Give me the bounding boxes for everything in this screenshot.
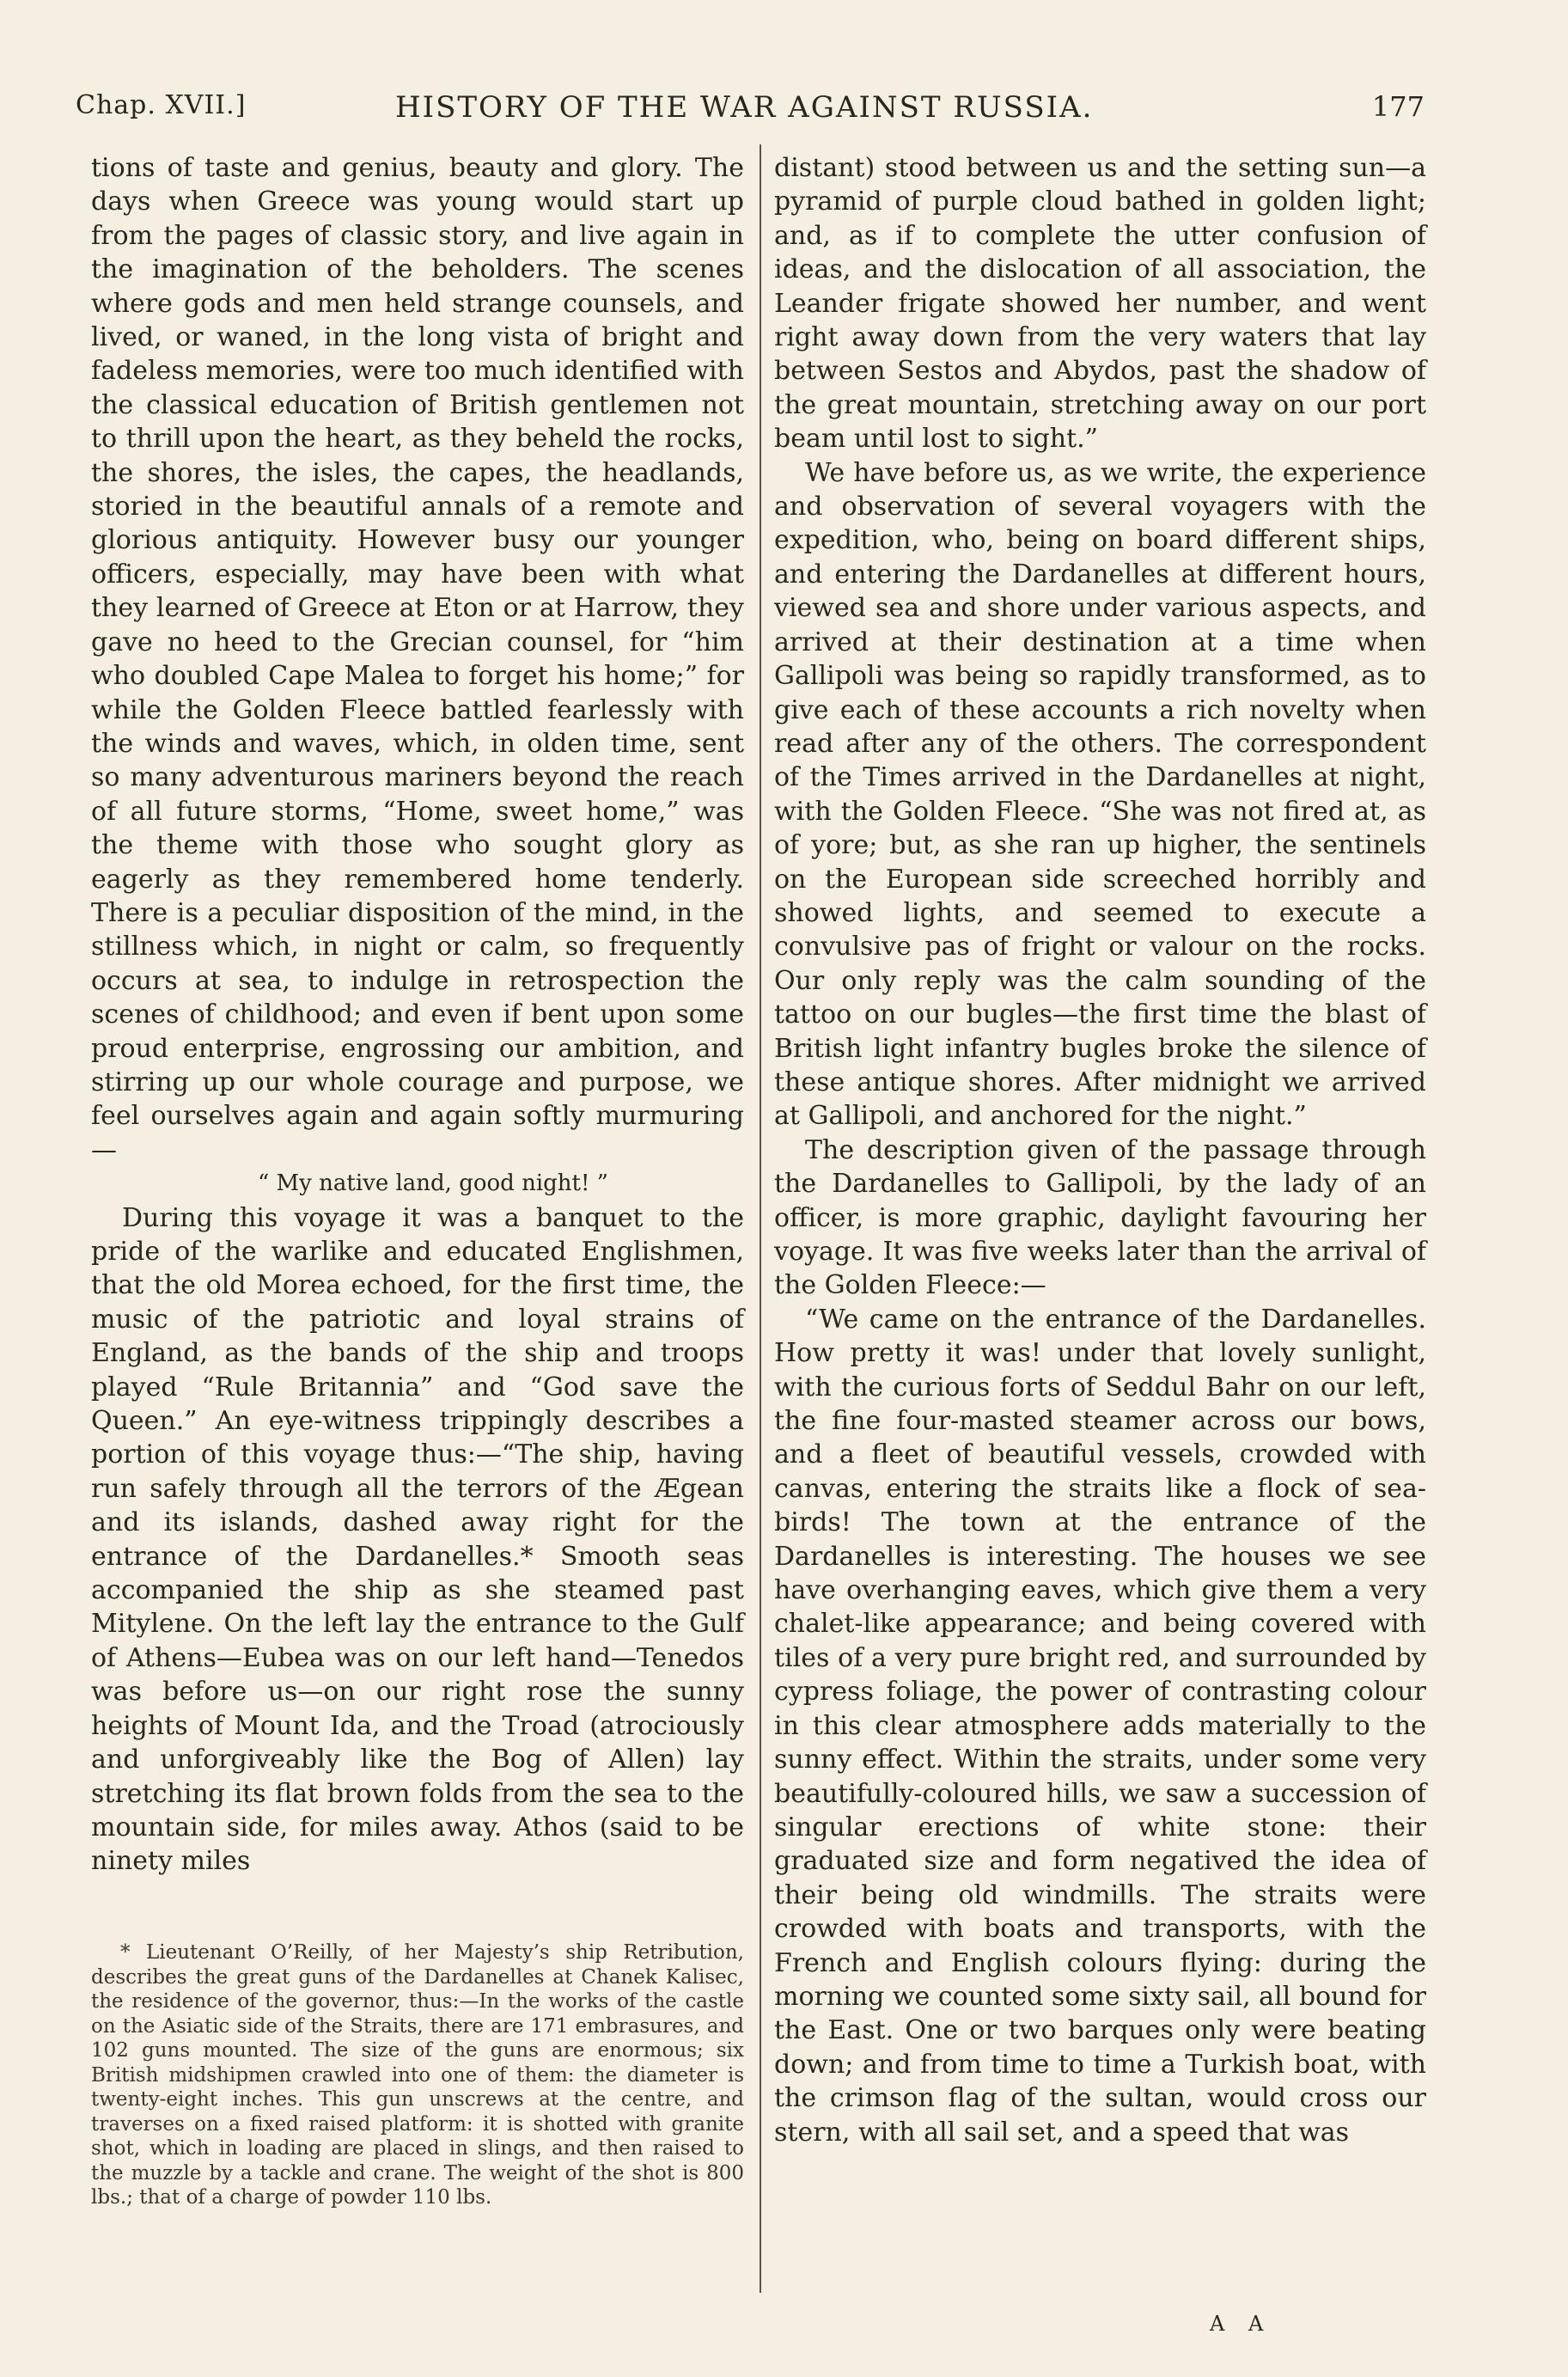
paragraph: tions of taste and genius, beauty and glory. The days when Greece was young would start up from the pages of classic story, and live again in the imagination of the beholders. The scenes where gods and men held strange counsels, and lived, or waned, in the long vista of bright and fadeless memories, were too much identified with the classical education of British gentlemen not to thrill upon the heart, as they beheld the rocks, the shores, the isles, the capes, the headlands, storied in the beautiful annals of a remote and glorious antiquity. However busy our younger officers, especially, may have been with what they learned of Greece at Eton or at Harrow, they gave no heed to the Grecian counsel, for “him who doubled Cape Malea to forget his home;” for while the Golden Fleece battled fearlessly with the winds and waves, which, in olden time, sent so many adventurous mariners beyond the reach of all future storms, “Home, sweet home,” was the theme with those who sought glory as eagerly as they remembered home tenderly. There is a peculiar disposition of the mind, in the stillness which, in night or calm, so frequently occurs at sea, to indulge in retrospection the scenes of childhood; and even if bent upon some proud enterprise, engrossing our ambition, and stirring up our whole courage and purpose, we feel ourselves again and again softly murmuring— — [91, 153, 744, 1165]
verse-quote: “ My native land, good night! ” — [258, 1170, 608, 1197]
paragraph: distant) stood between us and the setting sun—a pyramid of purple cloud bathed in golden light; and, as if to complete the utter confusion of ideas, and the dislocation of all association, the Leander frigate showed her number, and went right away down from the very waters that lay between Sestos and Abydos, past the shadow of the great mountain, stretching away on our port beam until lost to sight.” — [774, 153, 1426, 455]
footnote-text: * Lieutenant O’Reilly, of her Majesty’s ship Retribution, describes the great guns of the Dardanelles at Chanek Kalisec, the residence of the governor, thus:—In the works of the castle on the Asiatic side of the Straits, there are 171 embrasures, and 102 guns mounted. The size of the guns are enormous; six British midshipmen crawled into one of them: the diameter is twenty-eight inches. This gun unscrews at the centre, and traverses on a fixed raised platform: it is shotted with granite shot, which in loading are placed in slings, and then raised to the muzzle by a tackle and crane. The weight of the shot is 800 lbs.; that of a charge of powder 110 lbs. — [91, 1941, 744, 2209]
paragraph: During this voyage it was a banquet to the pride of the warlike and educated Englishmen, that the old Morea echoed, for the first time, the music of the patriotic and loyal strains of England, as the bands of the ship and troops played “Rule Britannia” and “God save the Queen.” An eye-witness trippingly describes a portion of this voyage thus:—“The ship, having run safely through all the terrors of the Ægean and its islands, dashed away right for the entrance of the Dardanelles.* Smooth seas accompanied the ship as she steamed past Mitylene. On the left lay the entrance to the Gulf of Athens—Eubea was on our left hand—Tenedos was before us—on our right rose the sunny heights of Mount Ida, and the Troad (atrociously and unforgiveably like the Bog of Allen) lay stretching its flat brown folds from the sea to the mountain side, for miles away. Athos (said to be ninety miles — [91, 1202, 744, 1877]
paragraph: The description given of the passage through the Dardanelles to Gallipoli, by the lady of an officer, is more graphic, daylight favouring her voyage. It was five weeks later than the arrival of the Golden Fleece:— — [774, 1134, 1426, 1301]
paragraph: “We came on the entrance of the Dardanelles. How pretty it was! under that lovely sunlight, with the curious forts of Seddul Bahr on our left, the fine four-masted steamer across our bows, and a fleet of beautiful vessels, crowded with canvas, entering the straits like a flock of sea-birds! The town at the entrance of the Dardanelles is interesting. The houses we see have overhanging eaves, which give them a very chalet-like appearance; and being covered with tiles of a very pure bright red, and surrounded by cypress foliage, the power of contrasting colour in this clear atmosphere adds materially to the sunny effect. Within the straits, under some very beautifully-coloured hills, we saw a succession of singular erections of white stone: their graduated size and form negatived the idea of their being old windmills. The straits were crowded with boats and transports, with the French and English colours flying: during the morning we counted some sixty sail, all bound for the East. One or two barques only were beating down; and from time to time a Turkish boat, with the crimson flag of the sultan, would cross our stern, with all sail set, and a speed that was — [774, 1304, 1426, 2148]
footnote — [91, 1940, 744, 2210]
signature-mark: A A — [1210, 2312, 1272, 2336]
paragraph: We have before us, as we write, the experience and observation of several voyagers with the expedition, who, being on board different ships, and entering the Dardanelles at different hours, viewed sea and shore under various aspects, and arrived at their destination at a time when Gallipoli was being so rapidly transformed, as to give each of these accounts a rich novelty when read after any of the others. The correspondent of the Times arrived in the Dardanelles at night, with the Golden Fleece. “She was not fired at, as of yore; but, as she ran up higher, the sentinels on the European side screeched horribly and showed lights, and seemed to execute a convulsive pas of fright or valour on the rocks. Our only reply was the calm sounding of the tattoo on our bugles—the first time the blast of British light infantry bugles broke the silence of these antique shores. After midnight we arrived at Gallipoli, and anchored for the night.” — [774, 457, 1426, 1132]
right-column — [774, 151, 1426, 2149]
running-header — [76, 90, 1425, 135]
chapter-label: Chap. XVII.] — [76, 90, 247, 120]
page-number: 177 — [1371, 90, 1425, 123]
running-title: HISTORY OF THE WAR AGAINST RUSSIA. — [395, 90, 1094, 125]
left-column — [91, 151, 744, 1879]
column-divider — [760, 144, 761, 2293]
